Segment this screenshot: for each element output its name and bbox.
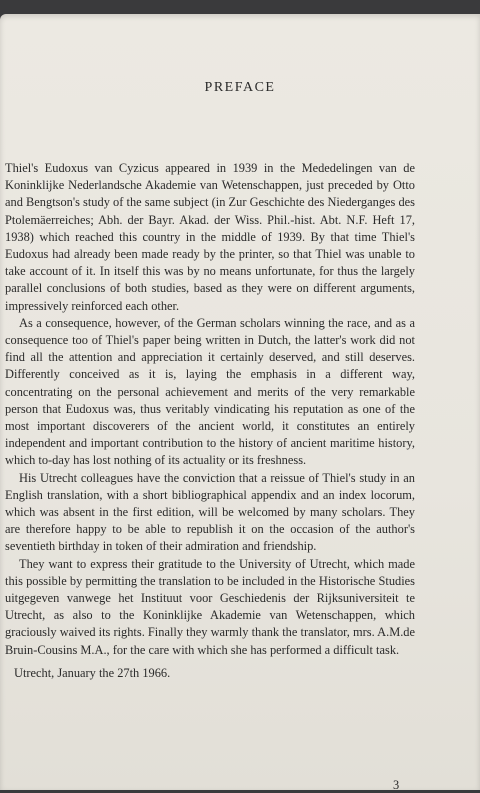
- paragraph-4: They want to express their gratitude to the University of Utrecht, which made this possible by permitting the translation to be included in the Historische Studies uitgegeven vanwege het Instituut voor Geschiedenis der Rijksuniversiteit te Utrecht, as also to the Koninklijke Akademie van Wetenschappen, which graciously waived its rights. Finally they warmly thank the translator, mrs. A.M.de Bruin-Cousins M.A., for the care with which she has performed a difficult task.: [5, 556, 415, 657]
- paragraph-2: As a consequence, however, of the German scholars winning the race, and as a consequence too of Thiel's paper being written in Dutch, the latter's work did not find all the attention and appreciation it certainly deserved, and still deserves. Differently conceived as it is, laying the emphasis in a different way, concentrating on the personal achievement and merits of the very remarkable person that Eudoxus was, thus veritably vindicating his reputation as one of the most important discoverers of the ancient world, it constitutes an entirely independent and important contribution to the history of ancient maritime history, which to-day has lost nothing of its actuality or its freshness.: [5, 315, 415, 468]
- page-title: PREFACE: [204, 80, 276, 95]
- book-page: [0, 14, 480, 790]
- preface-body: [5, 160, 415, 659]
- dateline: Utrecht, January the 27th 1966.: [14, 666, 171, 680]
- page-number: 3: [393, 778, 400, 792]
- paragraph-1: Thiel's Eudoxus van Cyzicus appeared in 1939 in the Mededelingen van de Koninklijke Nederlandsche Akademie van Wetenschappen, just preceded by Otto and Bengtson's study of the same subject (in Zur Geschichte des Niederganges des Ptolemäerreiches; Abh. der Bayr. Akad. der Wiss. Phil.-hist. Abt. N.F. Heft 17, 1938) which reached this country in the middle of 1939. By that time Thiel's Eudoxus had already been made ready by the printer, so that Thiel was unable to take account of it. In itself this was by no means unfortunate, for thus the largely parallel conclusions of both studies, based as they were on different arguments, impressively reinforced each other.: [5, 161, 415, 313]
- paragraph-3: His Utrecht colleagues have the conviction that a reissue of Thiel's study in an English translation, with a short bibliographical appendix and an index locorum, which was absent in the first edition, will be welcomed by many scholars. They are therefore happy to be able to republish it on the occasion of the author's seventieth birthday in token of their admiration and friendship.: [5, 470, 415, 554]
